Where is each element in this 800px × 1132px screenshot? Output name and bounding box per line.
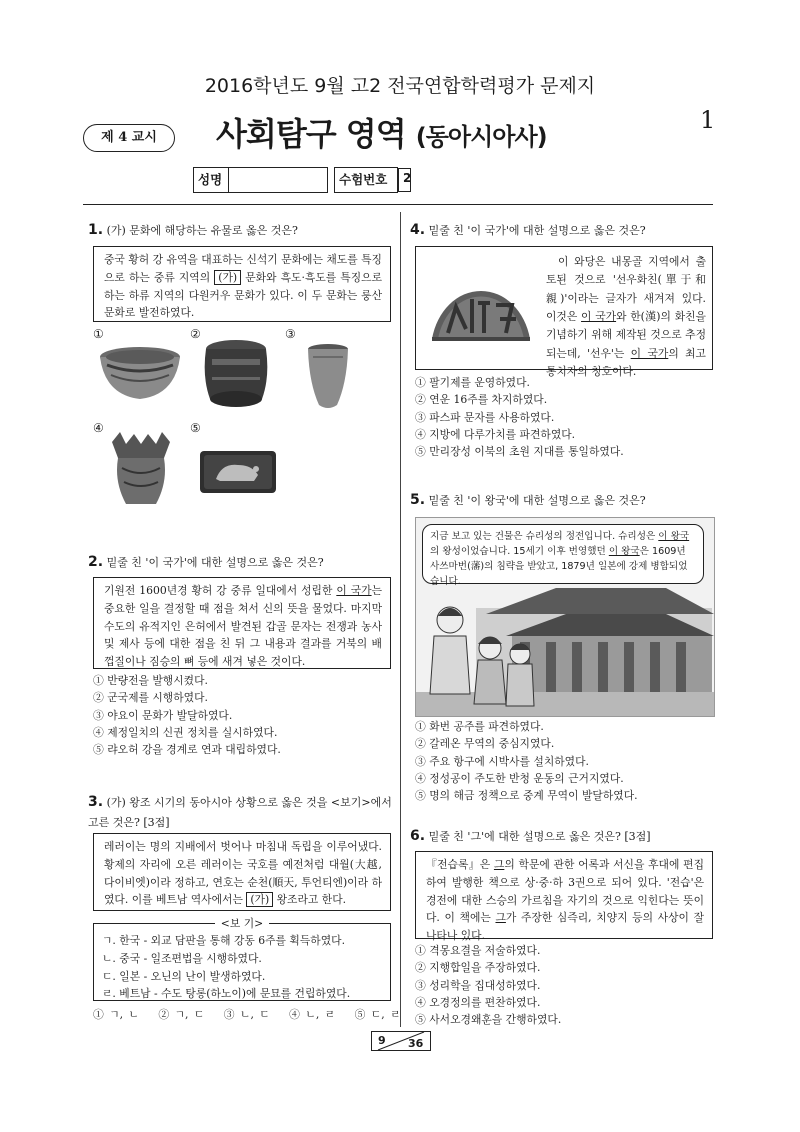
option-1[interactable]: ① 화번 공주를 파견하였다. (415, 720, 544, 733)
question-number: 5. (410, 492, 426, 508)
choice-5[interactable]: ⑤ ㄷ, ㄹ (354, 1008, 401, 1021)
candidate-info-table (193, 167, 412, 193)
question-4-text: 이 와당은 내몽골 지역에서 출토된 것으로 '선우화친(單于和親)'이라는 글자가 새겨져 있다. 이것은 이 국가와 한(漢)의 화친을 기념하기 위해 제작된 것으로 추정되는데, '선우'는 이 국가의 최고 통치자의 칭호이다. (546, 255, 706, 379)
option-1-mark[interactable]: ① (93, 327, 104, 341)
choice-3[interactable]: ③ ㄴ, ㄷ (223, 1008, 270, 1021)
underline-this-kingdom: 이 왕국 (608, 545, 640, 557)
option-3[interactable]: ③ 파스파 문자를 사용하였다. (415, 410, 555, 424)
choice-1[interactable]: ① ㄱ, ㄴ (93, 1008, 139, 1021)
question-1-passage: 중국 황허 강 유역을 대표하는 신석기 문화에는 채도를 특징으로 하는 중류 지역의 (가) 문화와 흑도·흑도를 특징으로 하는 하류 지역의 다원커우 문화가 있다. 이 두 문화는 룽산 문화로 발전하였다. (93, 246, 391, 322)
option-4[interactable]: ④ 제정일치의 신권 정치를 실시하였다. (93, 725, 278, 739)
option-5[interactable]: ⑤ 명의 해금 정책으로 중계 무역이 발달하였다. (415, 789, 638, 803)
exam-no-label: 수험번호 (335, 168, 398, 193)
question-4-passage (415, 246, 713, 379)
question-3-passage: 레러이는 명의 지배에서 벗어나 마침내 독립을 이루어냈다. 황제의 자리에 오른 레러이는 국호를 예전처럼 대월(大越, 다이비엣)이라 정하고, 연호는 순천(順天, 투언티엔)이라 하였다. 이를 베트남 역사에서는 (가) 왕조라고 한다. (93, 833, 391, 911)
exam-no-digit[interactable] (398, 168, 411, 192)
question-3-bogi-box (93, 917, 391, 1001)
question-3-stem: 3. (가) 왕조 시기의 동아시아 상황으로 옳은 것을 <보기>에서 고른 것은? [3점] (88, 794, 392, 829)
option-3[interactable]: ③ 야요이 문화가 발달하였다. (93, 708, 233, 722)
underline-he: 그 (493, 858, 505, 871)
underline-this-state: 이 국가 (630, 346, 669, 360)
question-number: 2. (88, 554, 104, 570)
painted-pottery-bowl-image (97, 343, 183, 403)
option-1[interactable]: ① 반량전을 발행시켰다. (93, 674, 208, 687)
underline-this-state: 이 국가 (336, 584, 372, 597)
question-4-options (415, 374, 624, 460)
underline-this-state: 이 국가 (581, 310, 617, 324)
shuri-castle-illustration (415, 517, 715, 717)
option-4[interactable]: ④ 정성공이 주도한 반청 운동의 근거지였다. (415, 771, 624, 785)
page-number: 1 (700, 106, 716, 134)
option-3[interactable]: ③ 성리학을 집대성하였다. (415, 978, 541, 992)
name-field[interactable] (229, 168, 328, 193)
subject-subtitle: (동아시아사) (415, 123, 547, 151)
blank-ga: (가) (246, 892, 273, 907)
roof-tile-image (426, 269, 536, 353)
option-2[interactable]: ② 지행합일을 주장하였다. (415, 961, 541, 975)
question-4-stem: 4. 밑줄 친 '이 국가'에 대한 설명으로 옳은 것은? (410, 222, 646, 238)
question-3-choices (93, 1007, 401, 1024)
name-label: 성명 (194, 168, 229, 193)
option-4[interactable]: ④ 지방에 다루가치를 파견하였다. (415, 427, 576, 441)
subject-name: 사회탐구 영역 (216, 115, 406, 153)
guide-speech-bubble: 지금 보고 있는 건물은 슈리성의 정전입니다. 슈리성은 이 왕국의 왕성이었습니다. 15세기 이후 번영했던 이 왕국은 1609년 사쓰마번(藩)의 침략을 받았고, 1879년 일본에 강제 병합되었습니다. (422, 524, 704, 584)
option-5[interactable]: ⑤ 랴오허 강을 경계로 연과 대립하였다. (93, 743, 281, 757)
option-1[interactable]: ① 팔기제를 운영하였다. (415, 376, 530, 389)
question-6-options (415, 942, 561, 1028)
question-2-stem: 2. 밑줄 친 '이 국가'에 대한 설명으로 옳은 것은? (88, 554, 324, 570)
footer-current-page: 9 (378, 1034, 386, 1047)
column-divider (400, 212, 401, 1027)
underline-he: 그 (495, 911, 506, 925)
footer-page-indicator (371, 1031, 431, 1051)
question-6-stem: 6. 밑줄 친 '그'에 대한 설명으로 옳은 것은? [3점] (410, 828, 651, 844)
footer-total-pages: 36 (408, 1037, 424, 1050)
bronze-drum-image (200, 337, 272, 413)
question-number: 3. (88, 794, 104, 810)
option-5[interactable]: ⑤ 사서오경왜훈을 간행하였다. (415, 1013, 562, 1027)
choice-2[interactable]: ② ㄱ, ㄷ (158, 1008, 205, 1021)
option-2[interactable]: ② 연운 16주를 차지하였다. (415, 393, 548, 407)
bogi-item: ㄱ. 한국 - 외교 담판을 통해 강동 6주를 획득하였다. (102, 934, 346, 947)
option-3[interactable]: ③ 주요 항구에 시박사를 설치하였다. (415, 754, 589, 768)
belt-plaque-image (198, 447, 278, 497)
question-2-options (93, 672, 281, 758)
bogi-title: <보 기> (215, 917, 269, 930)
option-5[interactable]: ⑤ 만리장성 이북의 초원 지대를 통일하였다. (415, 445, 624, 459)
header-divider (83, 204, 713, 205)
exam-no-digit-fixed: 2 (398, 168, 411, 192)
subject-title (216, 110, 547, 160)
bogi-item: ㄴ. 중국 - 일조편법을 시행하였다. (102, 951, 262, 965)
option-1[interactable]: ① 격몽요결을 저술하였다. (415, 944, 541, 957)
exam-title: 2016학년도 9월 고2 전국연합학력평가 문제지 (204, 75, 596, 97)
underline-this-kingdom: 이 왕국 (658, 531, 690, 542)
blank-ga: (가) (214, 270, 241, 285)
black-pottery-cup-image (305, 343, 351, 413)
flame-pot-image (106, 432, 176, 508)
question-number: 1. (88, 222, 104, 238)
bogi-item: ㄷ. 일본 - 오닌의 난이 발생하였다. (102, 969, 266, 983)
question-number: 6. (410, 828, 426, 844)
choice-4[interactable]: ④ ㄴ, ㄹ (289, 1008, 336, 1021)
bogi-item: ㄹ. 베트남 - 수도 탕롱(하노이)에 문묘를 건립하였다. (102, 987, 351, 1001)
question-2-passage: 기원전 1600년경 황허 강 중류 일대에서 성립한 이 국가는 중요한 일을 결정할 때 점을 쳐서 신의 뜻을 물었다. 마지막 수도의 유적지인 은허에서 발견된 갑골 문자는 전쟁과 농사 및 제사 등에 대한 점을 친 뒤 그 내용과 결과를 거북의 배 껍질이나 짐승의 뼈 등에 새겨 넣은 것이다. (93, 577, 391, 669)
option-3-mark[interactable]: ③ (285, 327, 296, 341)
question-5-options (415, 718, 638, 804)
option-2[interactable]: ② 갈레온 무역의 중심지였다. (415, 737, 555, 751)
option-4[interactable]: ④ 오경정의를 편찬하였다. (415, 995, 541, 1009)
question-1-stem: 1. (가) 문화에 해당하는 유물로 옳은 것은? (88, 222, 298, 238)
question-6-passage: 『전습록』은 그의 학문에 관한 어록과 서신을 후대에 편집하여 발행한 책으로 상·중·하 3권으로 되어 있다. '전습'은 경전에 대한 스승의 가르침을 자기의 것으로 익힌다는 뜻이다. 이 책에는 그가 주장한 심즉리, 치양지 등의 사상이 잘 나타나 있다. (415, 851, 713, 939)
option-2[interactable]: ② 군국제를 시행하였다. (93, 691, 208, 705)
question-number: 4. (410, 222, 426, 238)
option-2-mark[interactable]: ② (190, 327, 201, 341)
question-5-stem: 5. 밑줄 친 '이 왕국'에 대한 설명으로 옳은 것은? (410, 492, 646, 508)
option-5-mark[interactable]: ⑤ (190, 421, 201, 435)
option-4-mark[interactable]: ④ (93, 421, 104, 435)
period-badge: 제 4 교시 (83, 124, 175, 152)
